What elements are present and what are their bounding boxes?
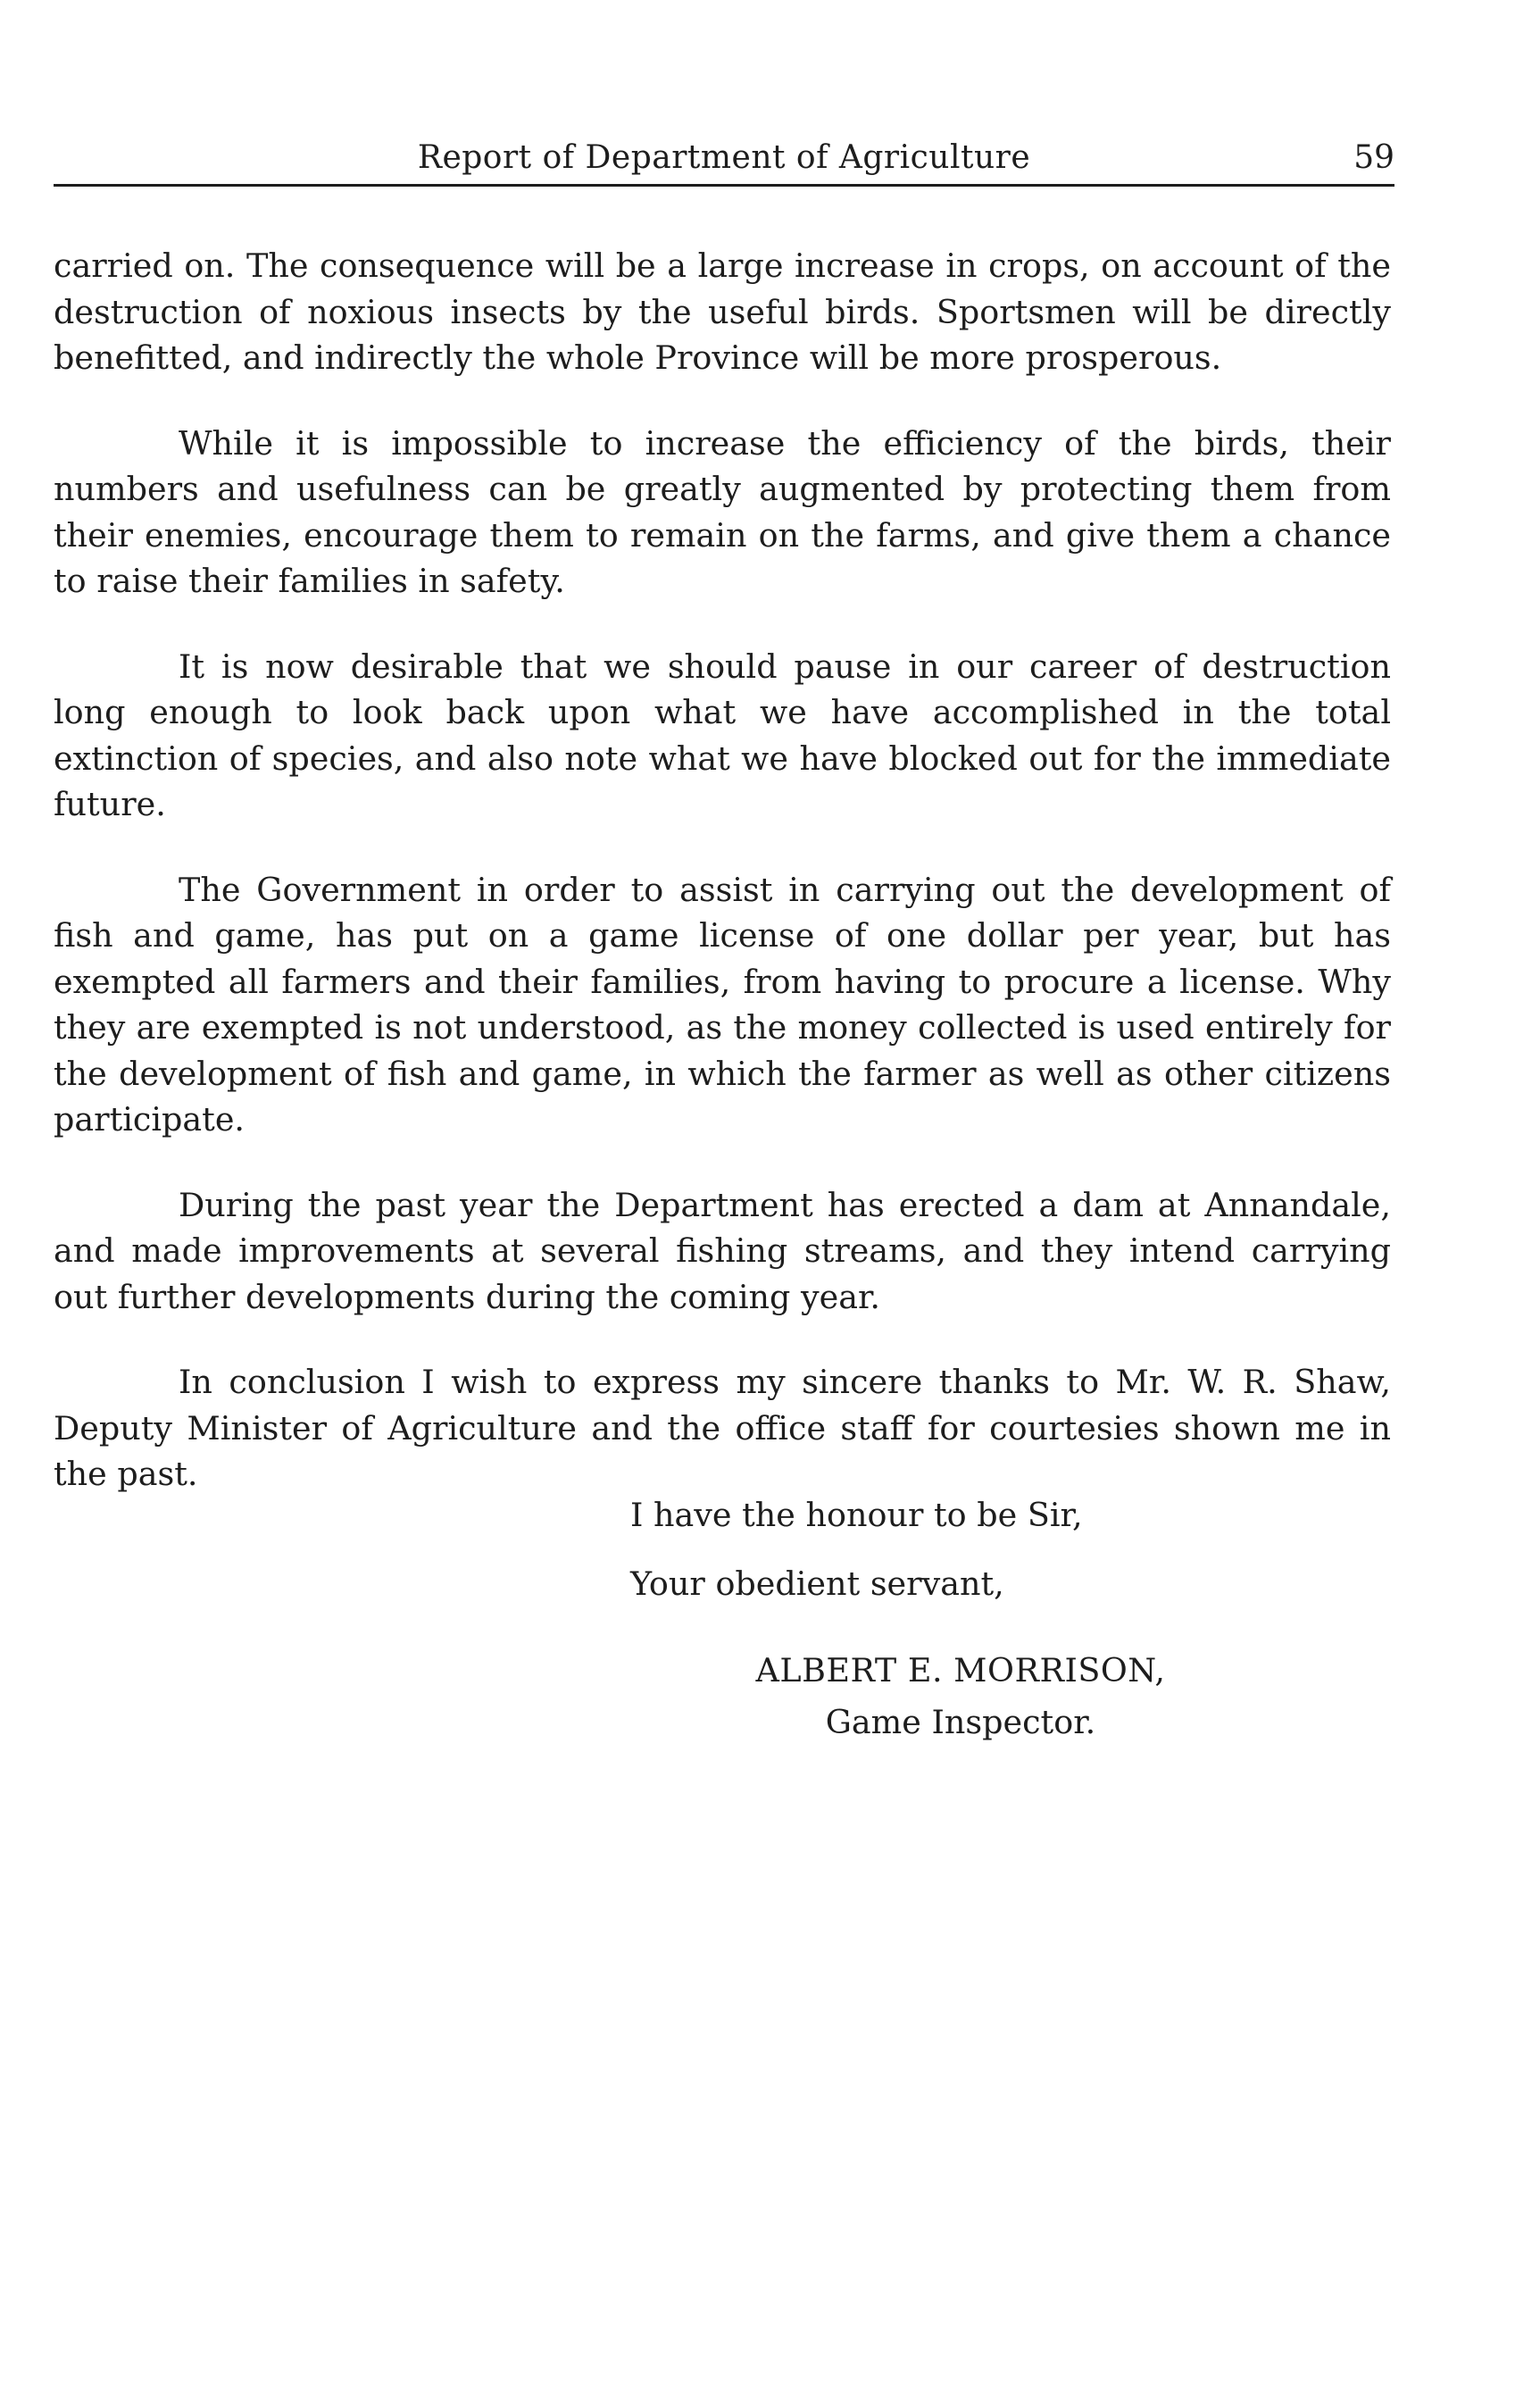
paragraph-5: During the past year the Department has erected a dam at Annandale, and made improvements at several fishing streams, and they intend carrying out further developments during the coming year. <box>54 1185 1391 1316</box>
paragraph-2: While it is impossible to increase the efficiency of the birds, their numbers and usefulness can be greatly augmented by protecting them from their enemies, encourage them to remain on the farms, and give them a chance to raise their families in safety. <box>54 423 1391 600</box>
closing-salutation: I have the honour to be Sir, <box>630 1496 1083 1534</box>
paragraph-1: carried on. The consequence will be a large increase in crops, on account of the destruction of noxious insects by the useful birds. Sportsmen will be directly benefitted, and indirectly the whole Province will be more prosperous. <box>54 246 1391 377</box>
header-title: Report of Department of Agriculture <box>417 139 1031 176</box>
signature-block <box>630 1648 1291 1745</box>
paragraph-6: In conclusion I wish to express my sincere thanks to Mr. W. R. Shaw, Deputy Minister of Agriculture and the office staff for courtesies shown me in the past. <box>54 1363 1391 1493</box>
paragraph-4: The Government in order to assist in carrying out the development of fish and game, has put on a game license of one dollar per year, but has exempted all farmers and their families, from having to procure a license. Why they are exempted is not understood, as the money collected is used entirely for the development of fish and game, in which the farmer as well as other citizens participate. <box>54 870 1391 1139</box>
signatory-title: Game Inspector. <box>825 1702 1096 1741</box>
closing-valediction: Your obedient servant, <box>630 1564 1004 1603</box>
running-header <box>54 134 1394 182</box>
closing <box>630 1492 1344 1629</box>
signatory-name: ALBERT E. MORRISON, <box>755 1651 1166 1689</box>
header-rule <box>54 184 1394 187</box>
body-text <box>54 243 1391 1537</box>
paragraph-3: It is now desirable that we should pause in our career of destruction long enough to look back upon what we have accomplished in the total extinction of species, and also note what we have blocked out for the immediate future. <box>54 647 1391 823</box>
page-number: 59 <box>1353 139 1394 176</box>
